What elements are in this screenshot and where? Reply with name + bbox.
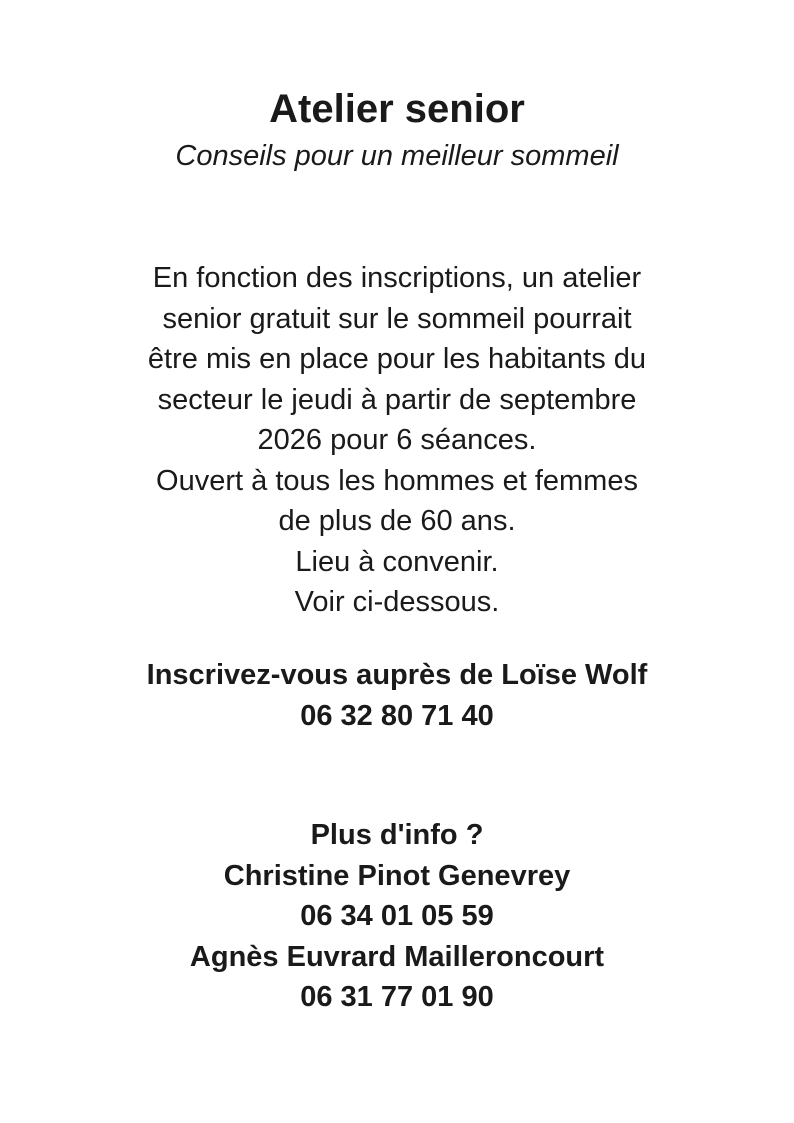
description-line: Lieu à convenir.	[295, 545, 499, 578]
description-line: senior gratuit sur le sommeil pourrait	[162, 302, 632, 335]
page-subtitle: Conseils pour un meilleur sommeil	[175, 140, 619, 172]
registration-label: Inscrivez-vous auprès de Loïse Wolf	[146, 659, 648, 691]
more-info-heading: Plus d'info ?	[310, 819, 484, 851]
contact-phone: 06 31 77 01 90	[300, 981, 494, 1013]
description-line: secteur le jeudi à partir de septembre	[157, 383, 637, 416]
more-info-block	[0, 815, 794, 1018]
description-paragraph	[0, 258, 794, 623]
registration-block	[0, 655, 794, 736]
page-title: Atelier senior	[269, 87, 525, 131]
contact-phone: 06 34 01 05 59	[300, 900, 494, 932]
contact-name: Agnès Euvrard Mailleroncourt	[189, 940, 605, 973]
contact-name: Christine Pinot Genevrey	[223, 859, 571, 892]
registration-phone: 06 32 80 71 40	[300, 699, 494, 732]
description-line: de plus de 60 ans.	[278, 505, 516, 537]
description-line: 2026 pour 6 séances.	[257, 424, 537, 456]
description-line: En fonction des inscriptions, un atelier	[152, 262, 642, 294]
description-line: être mis en place pour les habitants du	[147, 343, 647, 375]
description-line: Voir ci-dessous.	[294, 586, 500, 618]
description-line: Ouvert à tous les hommes et femmes	[156, 464, 638, 497]
